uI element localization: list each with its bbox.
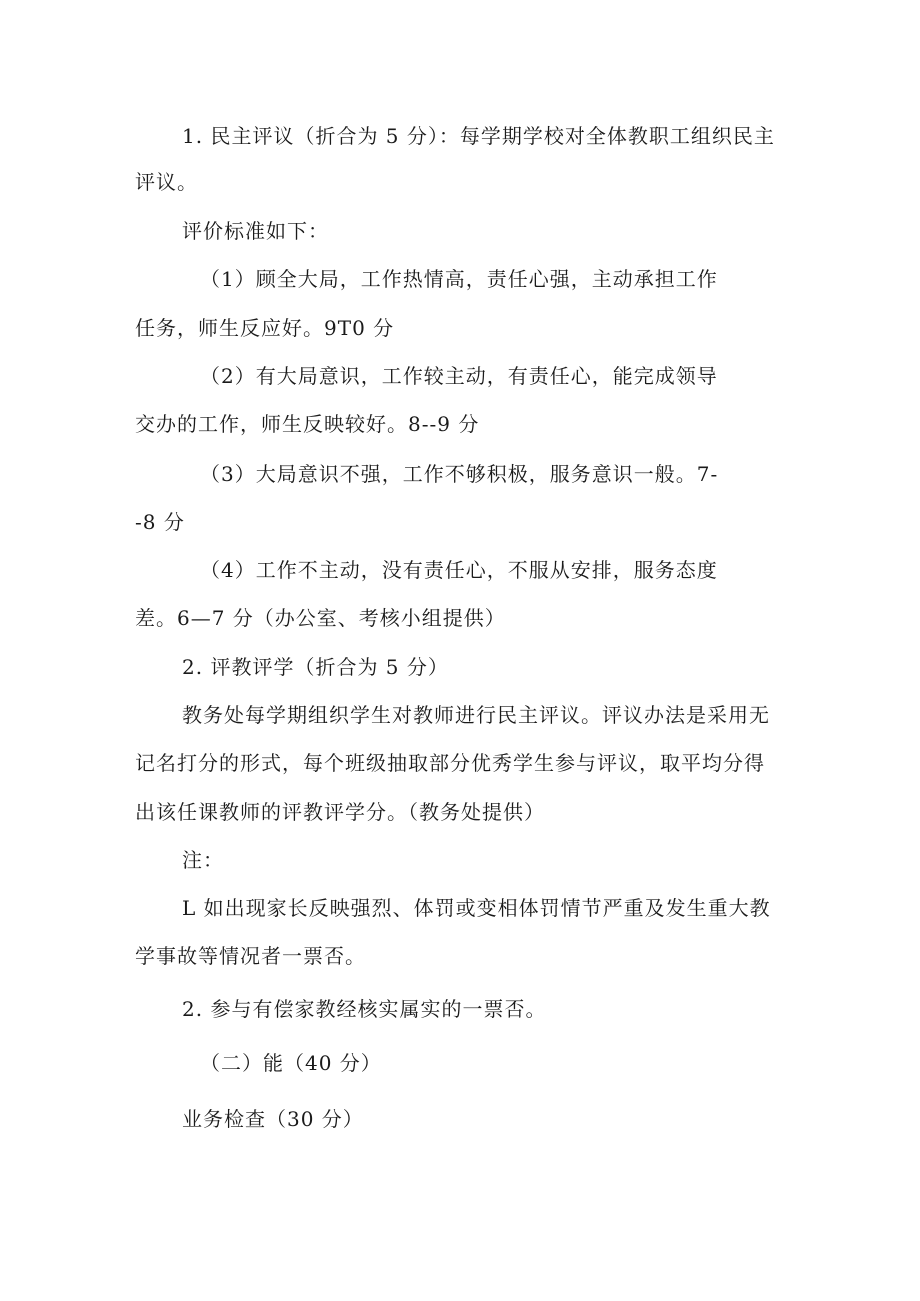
- note-1-line-2: 学事故等情况者一票否。: [135, 944, 366, 968]
- paragraph-teaching-evaluation-line-1: 教务处每学期组织学生对教师进行民主评议。评议办法是采用无: [182, 703, 770, 727]
- subsection-business-check-heading: 业务检查（30 分）: [182, 1107, 364, 1131]
- criterion-1-line-2: 任务，师生反应好。9T0 分: [135, 316, 395, 340]
- criterion-4-line-1: （4）工作不主动，没有责任心，不服从安排，服务态度: [200, 558, 718, 582]
- paragraph-teaching-evaluation-line-2: 记名打分的形式，每个班级抽取部分优秀学生参与评议，取平均分得: [135, 751, 765, 775]
- paragraph-democratic-review-line-2: 评议。: [135, 170, 198, 194]
- criteria-heading: 评价标准如下：: [182, 219, 329, 243]
- note-heading: 注：: [182, 848, 224, 872]
- criterion-1-line-1: （1）顾全大局，工作热情高，责任心强，主动承担工作: [200, 267, 718, 291]
- note-2: 2. 参与有偿家教经核实属实的一票否。: [182, 997, 547, 1021]
- note-1-line-1: L 如出现家长反映强烈、体罚或变相体罚情节严重及发生重大教: [182, 896, 771, 920]
- section-teaching-evaluation-heading: 2. 评教评学（折合为 5 分）: [182, 655, 449, 679]
- criterion-2-line-2: 交办的工作，师生反映较好。8--9 分: [135, 412, 480, 436]
- criterion-2-line-1: （2）有大局意识，工作较主动，有责任心，能完成领导: [200, 364, 718, 388]
- paragraph-democratic-review-line-1: 1. 民主评议（折合为 5 分）：每学期学校对全体教职工组织民主: [182, 124, 775, 148]
- section-ability-heading: （二）能（40 分）: [200, 1051, 382, 1075]
- criterion-3-line-2: -8 分: [135, 510, 185, 534]
- criterion-4-line-2: 差。6—7 分（办公室、考核小组提供）: [135, 606, 506, 630]
- criterion-3-line-1: （3）大局意识不强，工作不够积极，服务意识一般。7-: [200, 462, 719, 486]
- paragraph-teaching-evaluation-line-3: 出该任课教师的评教评学分。（教务处提供）: [135, 800, 545, 824]
